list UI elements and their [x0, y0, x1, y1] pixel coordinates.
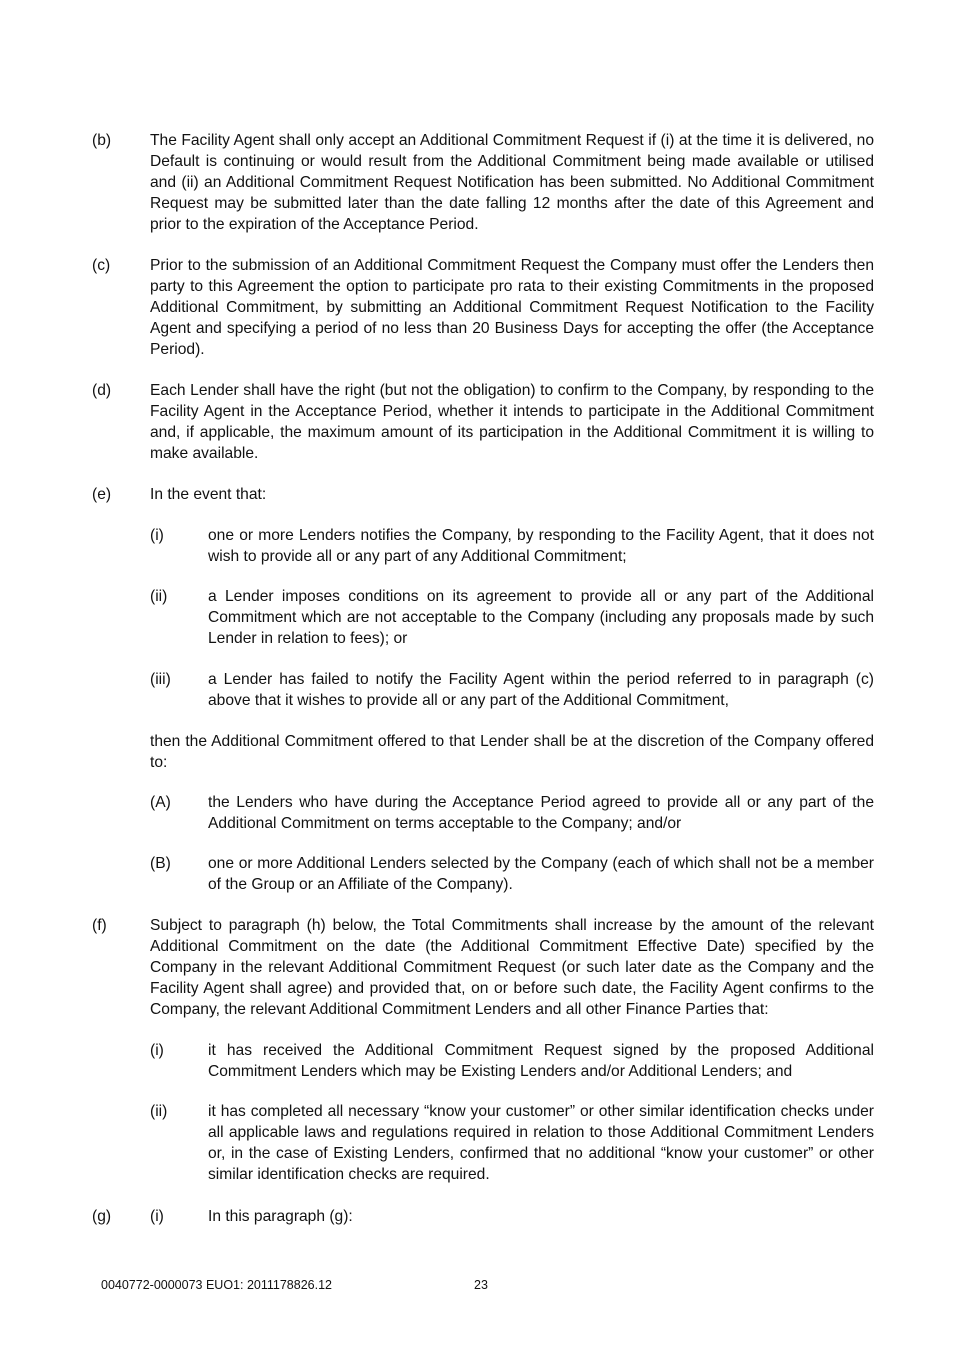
item-label: (ii) — [150, 1103, 168, 1120]
sub-label: (i) — [150, 1208, 164, 1225]
paragraph-label: (f) — [92, 917, 107, 934]
paragraph-e-option-a — [150, 792, 874, 834]
item-text: one or more Lenders notifies the Company, by responding to the Facility Agent, that it does not wish to provide all or any part of any Additional Commitment; — [208, 527, 874, 565]
paragraph-b — [92, 130, 874, 235]
paragraph-f — [92, 915, 874, 1020]
paragraph-label: (d) — [92, 382, 112, 399]
item-label: (iii) — [150, 671, 171, 688]
paragraph-d — [92, 380, 874, 464]
paragraph-label: (c) — [92, 257, 111, 274]
paragraph-g — [92, 1206, 874, 1227]
paragraph-label: (b) — [92, 132, 112, 149]
item-label: (i) — [150, 527, 164, 544]
paragraph-label: (g) — [92, 1208, 112, 1225]
option-text: one or more Additional Lenders selected by the Company (each of which shall not be a member of the Group or an Affiliate of the Company). — [208, 855, 874, 893]
paragraph-e-option-b — [150, 853, 874, 895]
paragraph-e — [92, 484, 874, 505]
paragraph-e-item-iii — [150, 669, 874, 711]
option-text: the Lenders who have during the Acceptance Period agreed to provide all or any part of the Additional Commitment on terms acceptable to the Company; and/or — [208, 794, 874, 832]
paragraph-c — [92, 255, 874, 360]
footer-document-reference: 0040772-0000073 EUO1: 2011178826.12 — [101, 1278, 332, 1292]
option-label: (A) — [150, 794, 171, 811]
paragraph-e-item-i — [150, 525, 874, 567]
paragraph-text: Each Lender shall have the right (but not the obligation) to confirm to the Company, by responding to the Facility Agent in the Acceptance Period, whether it intends to participate in the Additional Commitment and, if applicable, the maximum amount of its participation in the Additional Commitment it is willing to make available. — [150, 382, 874, 462]
paragraph-text: In the event that: — [150, 486, 267, 503]
paragraph-e-item-ii — [150, 586, 874, 649]
paragraph-text: The Facility Agent shall only accept an Additional Commitment Request if (i) at the time it is delivered, no Default is continuing or would result from the Additional Commitment being made available or utilised and (ii) an Additional Commitment Request Notification has been submitted. No Additional Commitment Request may be submitted later than the date falling 12 months after the date of this Agreement and prior to the expiration of the Acceptance Period. — [150, 132, 874, 233]
item-text: a Lender imposes conditions on its agreement to provide all or any part of the Additional Commitment which are not acceptable to the Company (including any proposals made by such Lender in relation to fees); or — [208, 588, 874, 647]
footer-page-number: 23 — [474, 1278, 488, 1292]
item-text: it has completed all necessary “know your customer” or other similar identification checks under all applicable laws and regulations required in relation to those Additional Commitment Lenders or, in the case of Existing Lenders, confirmed that no additional “know your customer” or other similar identification checks are required. — [208, 1103, 874, 1183]
paragraph-text: Prior to the submission of an Additional Commitment Request the Company must offer the Lenders then party to this Agreement the option to participate pro rata to their existing Commitments in the proposed Additional Commitment, by submitting an Additional Commitment Request Notification to the Facility Agent and specifying a period of no less than 20 Business Days for accepting the offer (the Acceptance Period). — [150, 257, 874, 358]
paragraph-text: Subject to paragraph (h) below, the Total Commitments shall increase by the amount of the relevant Additional Commitment on the date (the Additional Commitment Effective Date) specified by the Company in the relevant Additional Commitment Request (or such later date as the Company and the Facility Agent shall agree) and provided that, on or before such date, the Facility Agent confirms to the Company, the relevant Additional Commitment Lenders and all other Finance Parties that: — [150, 917, 874, 1018]
item-text: it has received the Additional Commitment Request signed by the proposed Additional Commitment Lenders which may be Existing Lenders and/or Additional Lenders; and — [208, 1042, 874, 1080]
paragraph-g-body — [150, 1206, 874, 1227]
paragraph-text: In this paragraph (g): — [208, 1208, 353, 1225]
paragraph-label: (e) — [92, 486, 112, 503]
paragraph-f-item-i — [150, 1040, 874, 1082]
item-label: (i) — [150, 1042, 164, 1059]
option-label: (B) — [150, 855, 171, 872]
paragraph-e-then-text: then the Additional Commitment offered to that Lender shall be at the discretion of the Company offered to: — [150, 733, 874, 771]
paragraph-f-item-ii — [150, 1101, 874, 1185]
item-label: (ii) — [150, 588, 168, 605]
item-text: a Lender has failed to notify the Facility Agent within the period referred to in paragraph (c) above that it wishes to provide all or any part of the Additional Commitment, — [208, 671, 874, 709]
